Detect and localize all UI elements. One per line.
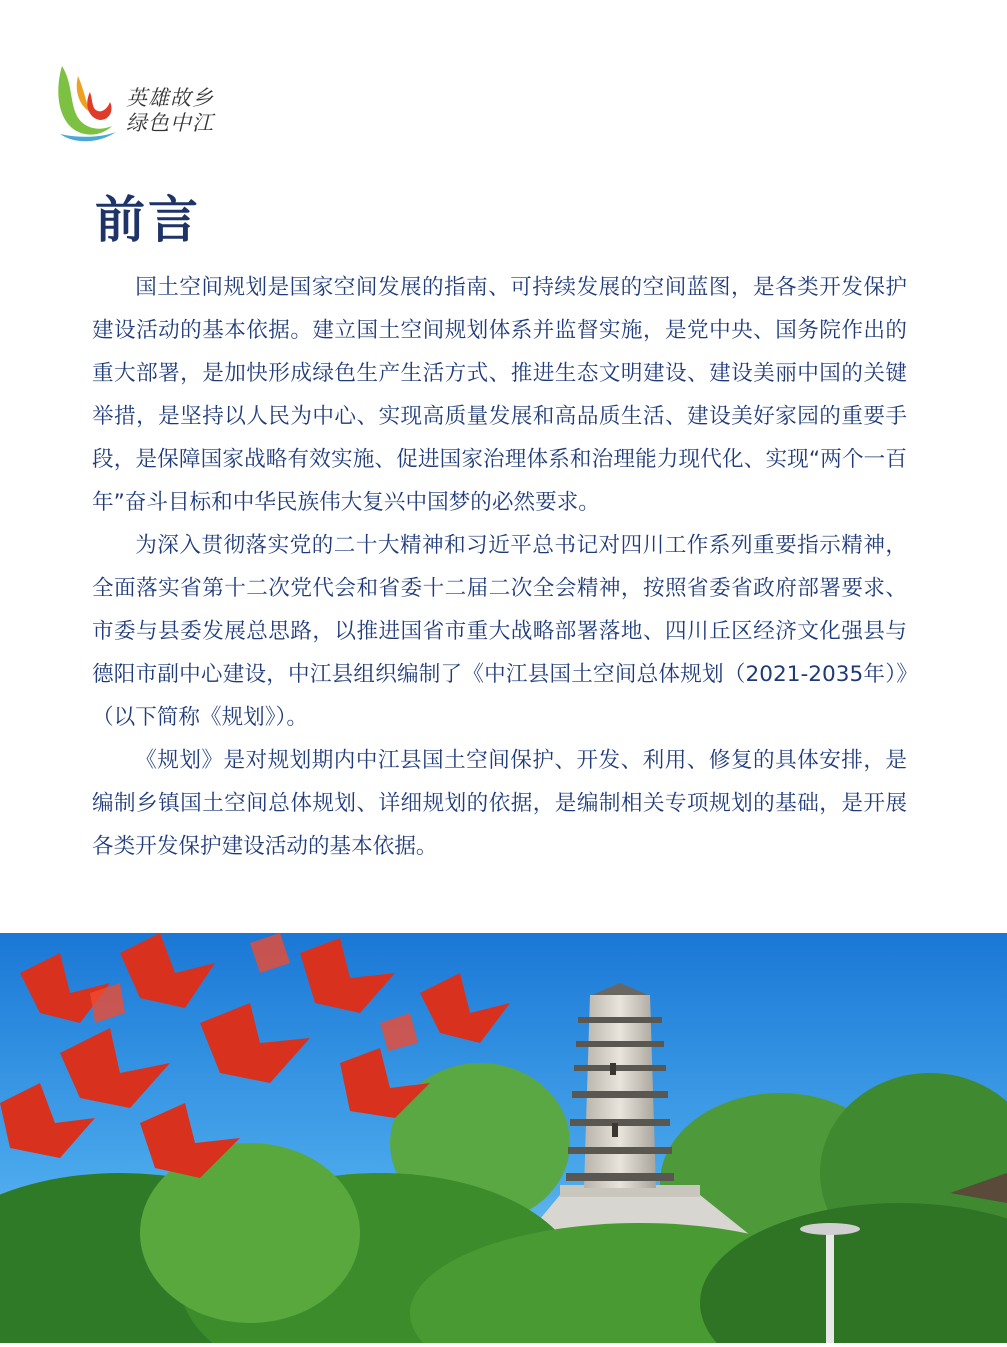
paragraph-3: 《规划》是对规划期内中江县国土空间保护、开发、利用、修复的具体安排，是编制乡镇国土空间总体规划、详细规划的依据，是编制相关专项规划的基础，是开展各类开发保护建设活动的基本依据。 xyxy=(92,748,907,859)
logo-text xyxy=(126,86,214,136)
pagoda-landscape-photo xyxy=(0,933,1007,1343)
page-title: 前言 xyxy=(95,190,201,249)
paragraph-2: 为深入贯彻落实党的二十大精神和习近平总书记对四川工作系列重要指示精神，全面落实省第十二次党代会和省委十二届二次全会精神，按照省委省政府部署要求、市委与县委发展总思路，以推进国省市重大战略部署落地、四川丘区经济文化强县与德阳市副中心建设，中江县组织编制了《中江县国土空间总体规划（2021-2035年）》（以下简称《规划》）。 xyxy=(92,533,907,730)
paragraph-1: 国土空间规划是国家空间发展的指南、可持续发展的空间蓝图，是各类开发保护建设活动的基本依据。建立国土空间规划体系并监督实施，是党中央、国务院作出的重大部署，是加快形成绿色生产生活方式、推进生态文明建设、建设美丽中国的关键举措，是坚持以人民为中心、实现高质量发展和高品质生活、建设美好家园的重要手段，是保障国家战略有效实施、促进国家治理体系和治理能力现代化、实现“两个一百年”奋斗目标和中华民族伟大复兴中国梦的必然要求。 xyxy=(92,275,907,515)
photo-illustration xyxy=(0,933,1007,1343)
logo-mark-icon xyxy=(54,62,124,146)
logo-line2: 绿色中江 xyxy=(126,111,214,135)
body-text xyxy=(92,266,907,868)
logo xyxy=(54,62,254,146)
logo-line1: 英雄故乡 xyxy=(126,86,214,110)
